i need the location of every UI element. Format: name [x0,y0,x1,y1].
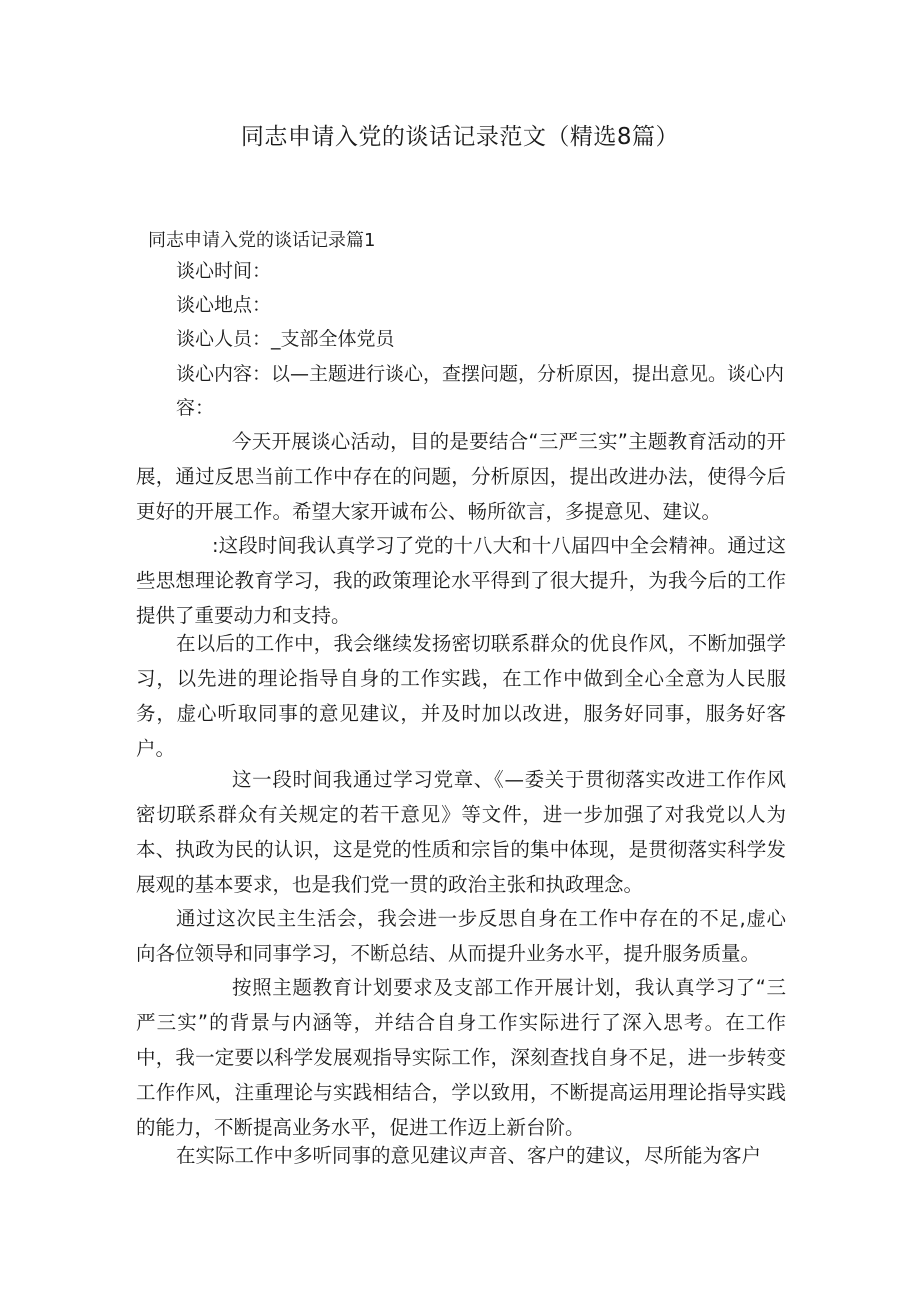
meta-place: 谈心地点： [176,294,272,316]
paragraph-3: 在以后的工作中，我会继续发扬密切联系群众的优良作风，不断加强学习，以先进的理论指导自身的工作实践，在工作中做到全心全意为人民服务，虚心听取同事的意见建议，并及时加以改进，服务好同事，服务好客户。 [136,632,786,760]
paragraph-6: 按照主题教育计划要求及支部工作开展计划，我认真学习了“三严三实”的背景与内涵等，并结合自身工作实际进行了深入思考。在工作中，我一定要以科学发展观指导实际工作，深刻查找自身不足，进一步转变工作作风，注重理论与实践相结合，学以致用，不断提高运用理论指导实践的能力，不断提高业务水平，促进工作迈上新台阶。 [136,976,786,1139]
section-heading: 同志申请入党的谈话记录篇1 [148,230,376,251]
paragraph-2: :这段时间我认真学习了党的十八大和十八届四中全会精神。通过这些思想理论教育学习，我的政策理论水平得到了很大提升，为我今后的工作提供了重要动力和支持。 [136,534,786,627]
paragraph-4: 这一段时间我通过学习党章、《—委关于贯彻落实改进工作作风密切联系群众有关规定的若干意见》等文件，进一步加强了对我党以人为本、执政为民的认识，这是党的性质和宗旨的集中体现，是贯彻落实科学发展观的基本要求，也是我们党一贯的政治主张和执政理念。 [136,768,786,896]
document-title: 同志申请入党的谈话记录范文（精选8篇） [240,124,680,150]
meta-people: 谈心人员：_支部全体党员 [176,328,395,350]
paragraph-1: 今天开展谈心活动，目的是要结合“三严三实”主题教育活动的开展，通过反思当前工作中存在的问题，分析原因，提出改进办法，使得今后更好的开展工作。希望大家开诚布公、畅所欲言，多提意见、建议。 [136,430,786,523]
meta-time: 谈心时间： [176,260,272,282]
paragraph-7: 在实际工作中多听同事的意见建议声音、客户的建议，尽所能为客户 [176,1144,762,1167]
paragraph-5: 通过这次民主生活会，我会进一步反思自身在工作中存在的不足,虚心向各位领导和同事学习，不断总结、从而提升业务水平，提升服务质量。 [136,907,786,965]
meta-content: 谈心内容：以—主题进行谈心，查摆问题，分析原因，提出意见。谈心内容： [176,363,785,419]
